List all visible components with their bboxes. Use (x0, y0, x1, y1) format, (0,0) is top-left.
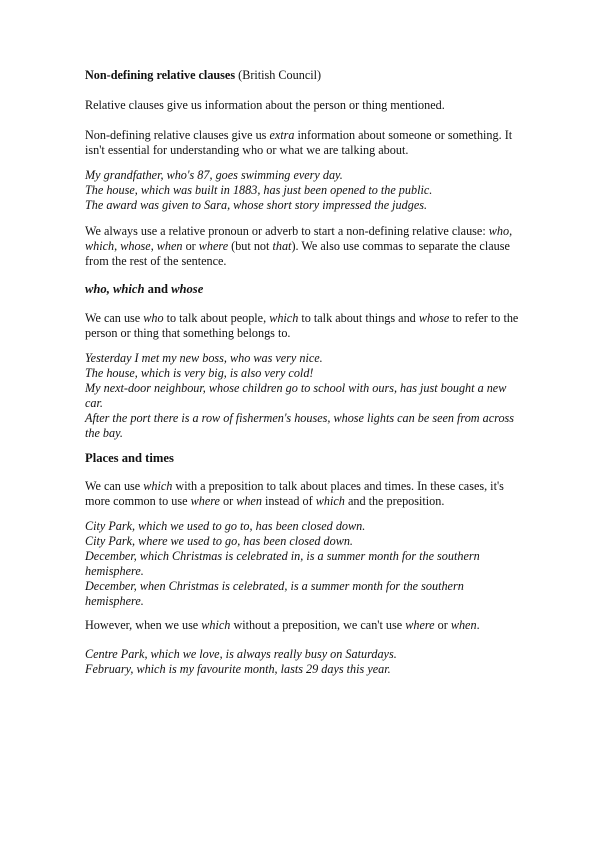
examples-list-4 (85, 647, 525, 677)
extra-term: extra (269, 128, 295, 142)
example-item: City Park, which we used to go to, has been closed down. (85, 519, 366, 533)
example-item: The house, which was built in 1883, has just been opened to the public. (85, 183, 433, 197)
page-title (85, 68, 525, 83)
example-item: My next-door neighbour, whose children go to school with ours, has just bought a new car. (85, 381, 507, 410)
example-item: Centre Park, which we love, is always really busy on Saturdays. (85, 647, 397, 661)
section-heading-who-which-whose: who, which and whose (85, 282, 204, 296)
intro-paragraph: Relative clauses give us information about the person or thing mentioned. (85, 98, 445, 112)
section-heading-places-times: Places and times (85, 451, 174, 465)
title-source: (British Council) (235, 68, 322, 82)
example-item: My grandfather, who's 87, goes swimming every day. (85, 168, 343, 182)
however-paragraph: However, when we use which without a preposition, we can't use where or when. (85, 618, 480, 632)
examples-list-1 (85, 168, 525, 213)
example-item: February, which is my favourite month, lasts 29 days this year. (85, 662, 391, 676)
example-item: City Park, where we used to go, has been closed down. (85, 534, 353, 548)
nondefining-paragraph: Non-defining relative clauses give us extra information about someone or something. It isn't essential for understanding who or what we are talking about. (85, 128, 513, 157)
example-item: The award was given to Sara, whose short story impressed the judges. (85, 198, 428, 212)
example-item: December, when Christmas is celebrated, is a summer month for the southern hemisphere. (85, 579, 464, 608)
examples-list-3 (85, 519, 525, 609)
example-item: After the port there is a row of fishermen's houses, whose lights can be seen from across the bay. (85, 411, 515, 440)
section1-paragraph: We can use who to talk about people, which to talk about things and whose to refer to the person or thing that something belongs to. (85, 311, 519, 340)
section2-paragraph: We can use which with a preposition to talk about places and times. In these cases, it's more common to use where or when instead of which and the preposition. (85, 479, 504, 508)
title-bold: Non-defining relative clauses (85, 68, 236, 82)
example-item: The house, which is very big, is also very cold! (85, 366, 314, 380)
examples-list-2 (85, 351, 525, 441)
example-item: Yesterday I met my new boss, who was very nice. (85, 351, 323, 365)
pronouns-paragraph: We always use a relative pronoun or adverb to start a non-defining relative clause: who, which, whose, when or where (but not that). We also use commas to separate the clause from the rest of the sentence. (85, 224, 513, 268)
example-item: December, which Christmas is celebrated in, is a summer month for the southern hemisphere. (85, 549, 480, 578)
